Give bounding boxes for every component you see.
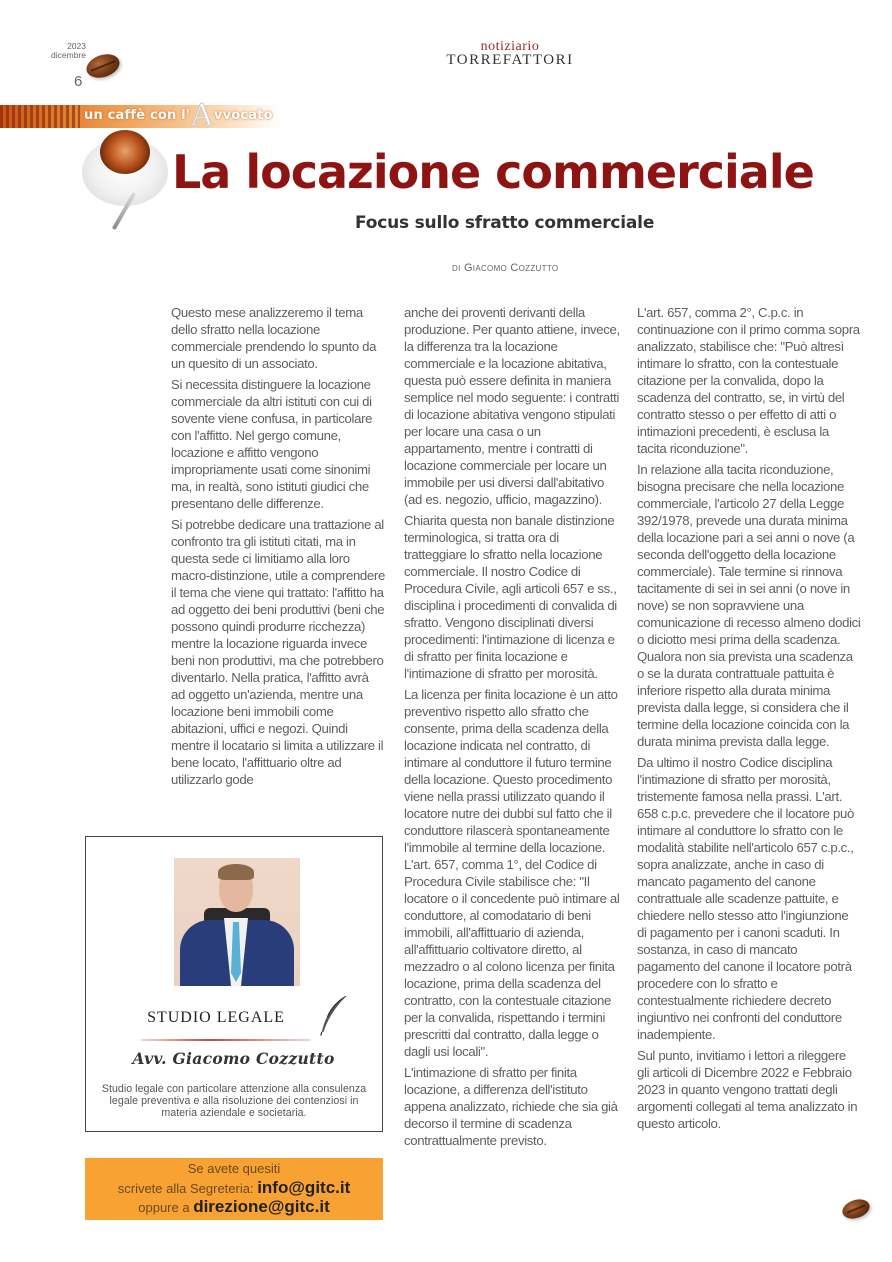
contact-box: [85, 1158, 383, 1220]
decorative-red-line: [141, 1039, 311, 1041]
rubric-prefix: un caffè con l': [84, 108, 191, 123]
masthead-logo: [430, 40, 590, 68]
rubric-stripes: [0, 105, 80, 128]
rubric-suffix: vvocato: [213, 108, 273, 123]
contact-line-3: [85, 1198, 383, 1217]
article-subtitle: Focus sullo sfratto commerciale: [355, 213, 655, 233]
article-column-2: [404, 304, 622, 1153]
paragraph: Da ultimo il nostro Codice disciplina l'intimazione di sfratto per morosità, tristemente famosa nella prassi. L'art. 658 c.p.c. prevedere che il locatore può intimare al conduttore lo sfratto con le modalità stabilite nell'articolo 657 c.p.c., sopra analizzate, anche in caso di mancato pagamento del canone contrattuale alle scadenze pattuite, e chiedere nello stesso atto l'ingiunzione di pagamento per i canoni scaduti. In sostanza, in caso di mancato pagamento del canone il locatore potrà procedere con lo sfratto e contestualmente richiedere decreto ingiuntivo nei confronti del conduttore inadempiente.: [637, 755, 854, 1042]
contact-line-1: Se avete quesiti: [187, 1161, 281, 1176]
studio-legale-box: [85, 836, 383, 1132]
article-column-1: [171, 304, 385, 792]
issue-year: 2023: [67, 41, 86, 51]
lawyer-name: Avv. Giacomo Cozzutto: [132, 1049, 335, 1068]
article-title: La locazione commerciale: [172, 145, 814, 199]
paragraph: Questo mese analizzeremo il tema dello sfratto nella locazione commerciale prendendo lo spunto da un quesito di un associato.: [171, 305, 377, 371]
article-column-3: [637, 304, 861, 1136]
coffee-cup-icon: [82, 130, 168, 230]
author-photo: [174, 858, 300, 986]
paragraph: Chiarita questa non banale distinzione terminologica, si tratta ora di tratteggiare lo sfratto nella locazione commerciale. Il nostro Codice di Procedura Civile, agli articoli 657 e ss., disciplina i procedimenti di convalida di sfratto. Vengono disciplinati diversi procedimenti: l'intimazione di licenza e di sfratto per finita locazione e l'intimazione di sfratto per morosità.: [404, 513, 617, 681]
rubric-big-letter: A: [191, 98, 213, 133]
contact-line-2: [85, 1179, 383, 1198]
email-info-link[interactable]: info@gitc.it: [257, 1178, 351, 1197]
photo-hair: [218, 864, 254, 880]
paragraph: La licenza per finita locazione è un atto preventivo rispetto allo sfratto che consente, prima della scadenza della locazione indicata nel contratto, di intimare al conduttore il futuro termine della locazione. Questo procedimento viene nella prassi utilizzato quando il locatore nutre dei dubbi sul fatto che il conduttore rilascerà spontaneamente l'immobile al termine della locazione. L'art. 657, comma 1°, del Codice di Procedura Civile stabilisce che: "Il locatore o il concedente può intimare al conduttore, al comodatario di beni immobili, all'affittuario di azienda, all'affittuario coltivatore diretto, al mezzadro o al colono licenza per finita locazione, prima della scadenza del contratto, con la contestuale citazione per la convalida, rispettando i termini prescritti dal contratto, dalla legge o dagli usi locali".: [404, 687, 620, 1059]
studio-description: Studio legale con particolare attenzione alla consulenza legale preventiva e alla risoluzione dei contenziosi in materia aziendale e societaria.: [101, 1083, 367, 1119]
article-byline: di Giacomo Cozzutto: [452, 262, 559, 274]
issue-date: [30, 42, 86, 60]
contact-line-2-prefix: scrivete alla Segreteria:: [117, 1181, 254, 1196]
studio-title: STUDIO LEGALE: [147, 1009, 285, 1026]
email-direzione-link[interactable]: direzione@gitc.it: [193, 1197, 330, 1216]
paragraph: Si potrebbe dedicare una trattazione al confronto tra gli istituti citati, ma in questa sede ci limitiamo alla loro macro-distinzione, utile a comprendere il tema che viene qui trattato: l'affitto ha ad oggetto dei beni produttivi (beni che possono quindi produrre ricchezza) mentre la locazione riguarda invece beni non produttivi, ma che potrebbero diventarlo. Nella pratica, l'affitto avrà ad oggetto un'azienda, mentre una locazione beni immobili come abitazioni, uffici e negozi. Quindi mentre il locatario si limita a utilizzare il bene locato, l'affittuario oltre ad utilizzarlo gode: [171, 517, 385, 787]
cup-shape: [100, 130, 150, 174]
paragraph: L'intimazione di sfratto per finita locazione, a differenza dell'istituto appena analizzato, richiede che sia già decorso il termine di scadenza contrattualmente previsto.: [404, 1065, 618, 1148]
paragraph: L'art. 657, comma 2°, C.p.c. in continuazione con il primo comma sopra analizzato, stabilisce che: "Può altresì intimare lo sfratto, con la contestuale citazione per la convalida, dopo la scadenza del contratto, se, in virtù del contratto stesso o per effetto di atti o intimazioni precedenti, è esclusa la tacita riconduzione".: [637, 305, 860, 456]
issue-month: dicembre: [51, 50, 86, 60]
quill-pen-icon: [318, 993, 348, 1037]
page-number: 6: [74, 73, 83, 90]
paragraph: In relazione alla tacita riconduzione, bisogna precisare che nella locazione commerciale, l'articolo 27 della Legge 392/1978, prevede una durata minima della locazione pari a sei anni o nove (a seconda dell'oggetto della locazione commerciale). Tale termine si rinnova tacitamente di sei in sei anni (o nove in nove) se non sopravviene una comunicazione di recesso almeno dodici o diciotto mesi prima della scadenza. Qualora non sia prevista una scadenza o se la durata contrattuale pattuita è inferiore rispetto alla durata minima prevista dalla legge, si considera che il termine della locazione coincida con la durata minima prevista dalla legge.: [637, 462, 861, 749]
masthead-bottom: TORREFATTORI: [446, 52, 574, 68]
contact-line-3-prefix: oppure a: [138, 1200, 190, 1215]
paragraph: anche dei proventi derivanti della produzione. Per quanto attiene, invece, la differenza tra la locazione commerciale e la locazione abitativa, questa può essere definita in maniera semplice nel modo seguente: i contratti di locazione abitativa vengono stipulati per locare una casa o un appartamento, mentre i contratti di locazione commerciale per locare un immobile per usi diversi dall'abitativo (ad es. negozio, ufficio, magazzino).: [404, 305, 620, 507]
coffee-bean-icon: [83, 50, 122, 81]
masthead-top: notiziario: [480, 39, 540, 54]
paragraph: Si necessita distinguere la locazione commerciale da altri istituti con cui di sovente viene confusa, in particolare con l'affitto. Nel gergo comune, locazione e affitto vengono impropriamente usati come sinonimi ma, in realtà, sono istituti giudici che presentano delle differenze.: [171, 377, 373, 511]
paragraph: Sul punto, invitiamo i lettori a rileggere gli articoli di Dicembre 2022 e Febbraio 2023 in quanto vengono trattati degli argomenti collegati al tema analizzato in questo articolo.: [637, 1048, 858, 1131]
rubric-title: [84, 98, 273, 133]
coffee-bean-end-icon: [840, 1196, 872, 1222]
